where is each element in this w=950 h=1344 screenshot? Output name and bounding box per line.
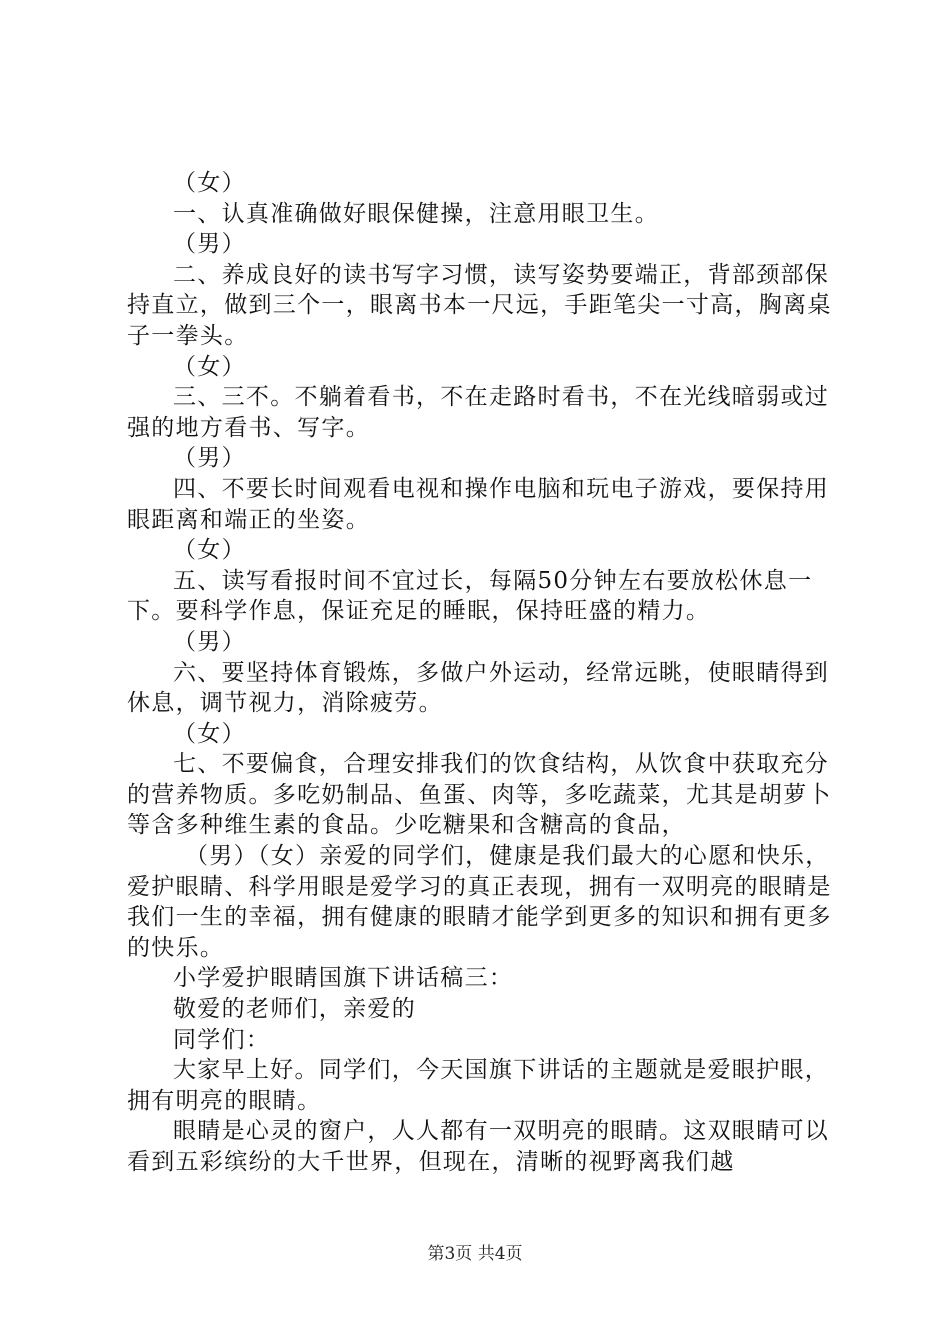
paragraph-item-5: 五、读写看报时间不宜过长，每隔50分钟左右要放松休息一下。要科学作息，保证充足的睡眠，保持旺盛的精力。 xyxy=(127,567,813,625)
paragraph-item-2: 二、养成良好的读书写字习惯，读写姿势要端正，背部颈部保持直立，做到三个一，眼离书本一尺远，手距笔尖一寸高，胸离桌子一拳头。 xyxy=(127,261,832,349)
speaker-label: （女） xyxy=(173,170,246,196)
salutation-line: 同学们： xyxy=(173,1026,271,1053)
section-heading: 小学爱护眼睛国旗下讲话稿三： xyxy=(173,965,514,992)
speaker-label: （男） xyxy=(173,628,246,655)
paragraph-item-7: 七、不要偏食，合理安排我们的饮食结构，从饮食中获取充分的营养物质。多吃奶制品、鱼蛋、肉等，多吃蔬菜，尤其是胡萝卜等含多种维生素的食品。少吃糖果和含糖高的食品， xyxy=(127,751,832,839)
paragraph-item-6: 六、要坚持体育锻炼，多做户外运动，经常远眺，使眼睛得到休息，调节视力，消除疲劳。 xyxy=(127,659,830,717)
speaker-label: （男） xyxy=(173,445,246,472)
salutation-line: 敬爱的老师们，亲爱的 xyxy=(173,996,416,1023)
body-paragraph: 大家早上好。同学们，今天国旗下讲话的主题就是爱眼护眼，拥有明亮的眼睛。 xyxy=(127,1057,830,1114)
speaker-label: （女） xyxy=(173,537,246,564)
speaker-label: （女） xyxy=(173,720,246,747)
paragraph-item-1: 一、认真准确做好眼保健操，注意用眼卫生。 xyxy=(173,200,659,227)
paragraph-item-3: 三、三不。不躺着看书，不在走路时看书，不在光线暗弱或过强的地方看书、写字。 xyxy=(127,384,830,441)
speaker-label: （男） xyxy=(173,231,246,258)
paragraph-item-4: 四、不要长时间观看电视和操作电脑和玩电子游戏，要保持用眼距离和端正的坐姿。 xyxy=(127,475,830,533)
body-paragraph: 眼睛是心灵的窗户，人人都有一双明亮的眼睛。这双眼睛可以看到五彩缤纷的大千世界，但现在，清晰的视野离我们越 xyxy=(127,1118,830,1175)
closing-paragraph: （男）（女）亲爱的同学们，健康是我们最大的心愿和快乐，爱护眼睛、科学用眼是爱学习的真正表现，拥有一双明亮的眼睛是我们一生的幸福，拥有健康的眼睛才能学到更多的知识和拥有更多的快乐。 xyxy=(127,843,832,961)
speaker-label: （女） xyxy=(173,353,246,380)
page-footer: 第3页 共4页 xyxy=(427,1244,523,1264)
document-body xyxy=(127,168,835,1178)
